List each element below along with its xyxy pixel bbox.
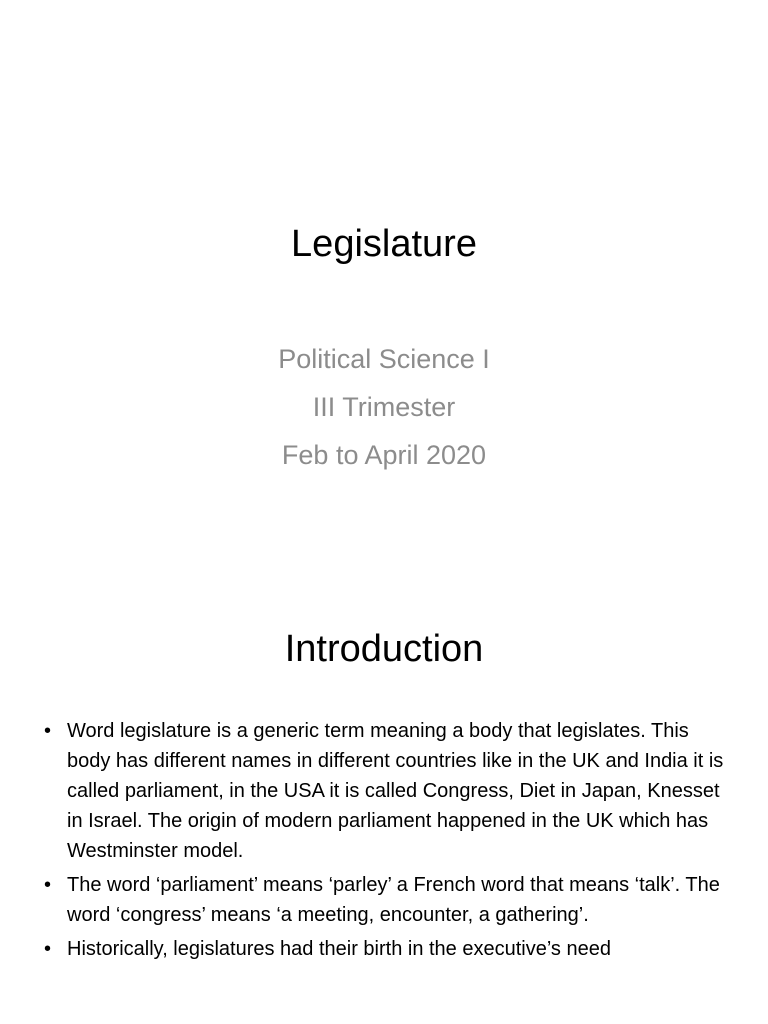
introduction-slide bbox=[0, 576, 768, 1024]
subtitle-line-dates: Feb to April 2020 bbox=[281, 440, 487, 470]
list-item bbox=[42, 870, 732, 930]
slide-title: Legislature bbox=[291, 223, 477, 265]
bullet-text: Historically, legislatures had their birth in the executive’s need bbox=[67, 938, 611, 960]
subtitle-line-term: III Trimester bbox=[312, 392, 456, 422]
list-item bbox=[42, 934, 732, 964]
bullet-list bbox=[42, 716, 732, 968]
subtitle-line-course: Political Science I bbox=[278, 344, 490, 374]
list-item bbox=[42, 716, 732, 866]
bullet-icon: • bbox=[44, 874, 52, 896]
bullet-icon: • bbox=[44, 720, 52, 742]
slide-subtitle bbox=[0, 335, 768, 479]
slide-title: Introduction bbox=[284, 628, 484, 670]
bullet-icon: • bbox=[44, 938, 52, 960]
bullet-text: Word legislature is a generic term meaning a body that legislates. This body has different names in different countries like in the UK and India it is called parliament, in the USA it is called Congress, Diet in Japan, Knesset in Israel. The origin of modern parliament happened in the UK which has Westminster model. bbox=[67, 720, 724, 862]
bullet-text: The word ‘parliament’ means ‘parley’ a French word that means ‘talk’. The word ‘congress’ means ‘a meeting, encounter, a gathering’. bbox=[67, 874, 720, 926]
